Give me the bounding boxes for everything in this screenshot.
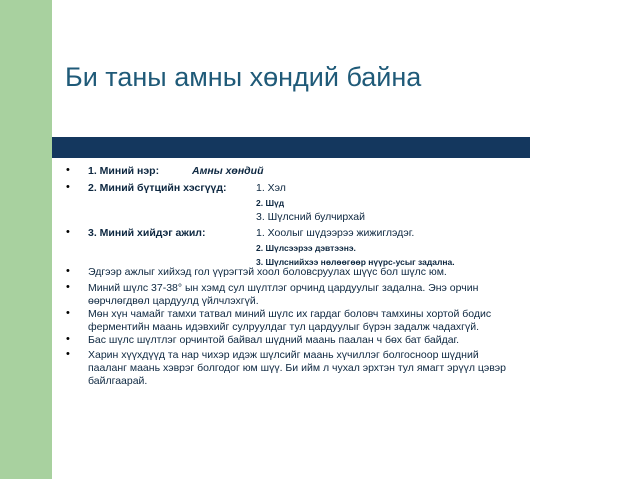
paragraph-3-line2: ферментийн маань идэвхийг сулруулдаг тул цардуулыг бүрэн задалж чадахгүй. (88, 321, 480, 333)
bullet-icon: • (66, 307, 70, 319)
paragraph-3-line1: Мөн хүн чамайг тамхи татвал миний шүлс их гардаг боловч тамхины хортой бодис (88, 308, 492, 320)
paragraph-5-line3: байлгаарай. (88, 375, 148, 387)
item1-label: 1. Миний нэр: (88, 165, 160, 177)
bullet-icon: • (66, 348, 70, 360)
paragraph-1: Эдгээр ажлыг хийхэд гол үүрэгтэй хоол боловсруулах шүүс бол шүлс юм. (88, 266, 447, 278)
white-divider-block (530, 137, 638, 158)
paragraph-4: Бас шүлс шүлтлэг орчинтой байвал шүдний маань паалан ч бөх бат байдаг. (88, 334, 459, 346)
item2-part2: 2. Шүд (256, 198, 285, 208)
item2-part3: 3. Шүлсний булчирхай (256, 211, 365, 223)
green-decor-strip (0, 152, 52, 479)
navy-divider-bar (52, 137, 530, 158)
item3-task3: 3. Шүлснийхээ нөлөөгөөр нүүрс-усыг задална. (256, 257, 455, 267)
paragraph-5-line2: пааланг маань хэврэг болгодог юм шүү. Би ийм л чухал эрхтэн тул ямагт эрүүл цэвэр (88, 362, 507, 374)
item2-part1: 1. Хэл (256, 182, 286, 194)
bullet-icon: • (66, 164, 70, 176)
bullet-icon: • (66, 333, 70, 345)
item3-task2: 2. Шүлсээрээ дэвтээнэ. (256, 243, 356, 253)
bullet-icon: • (66, 226, 70, 238)
bullet-icon: • (66, 281, 70, 293)
item3-task1: 1. Хоолыг шүдээрээ жижиглэдэг. (256, 227, 415, 239)
paragraph-2-line1: Миний шүлс 37-38° ын хэмд сул шүлтлэг орчинд цардуулыг задална. Энэ орчин (88, 282, 479, 294)
slide-title: Би таны амны хөндий байна (65, 62, 422, 92)
paragraph-2-line2: өөрчлөгдвөл цардуулд үйлчлэхгүй. (88, 295, 259, 307)
bullet-icon: • (66, 181, 70, 193)
item1-value: Амны хөндий (192, 165, 264, 177)
bullet-icon: • (66, 265, 70, 277)
item2-label: 2. Миний бүтцийн хэсгүүд: (88, 182, 227, 194)
paragraph-5-line1: Харин хүүхдүүд та нар чихэр идэж шүлсийг маань хүчиллэг болгосноор шүдний (88, 349, 479, 361)
item3-label: 3. Миний хийдэг ажил: (88, 227, 206, 239)
